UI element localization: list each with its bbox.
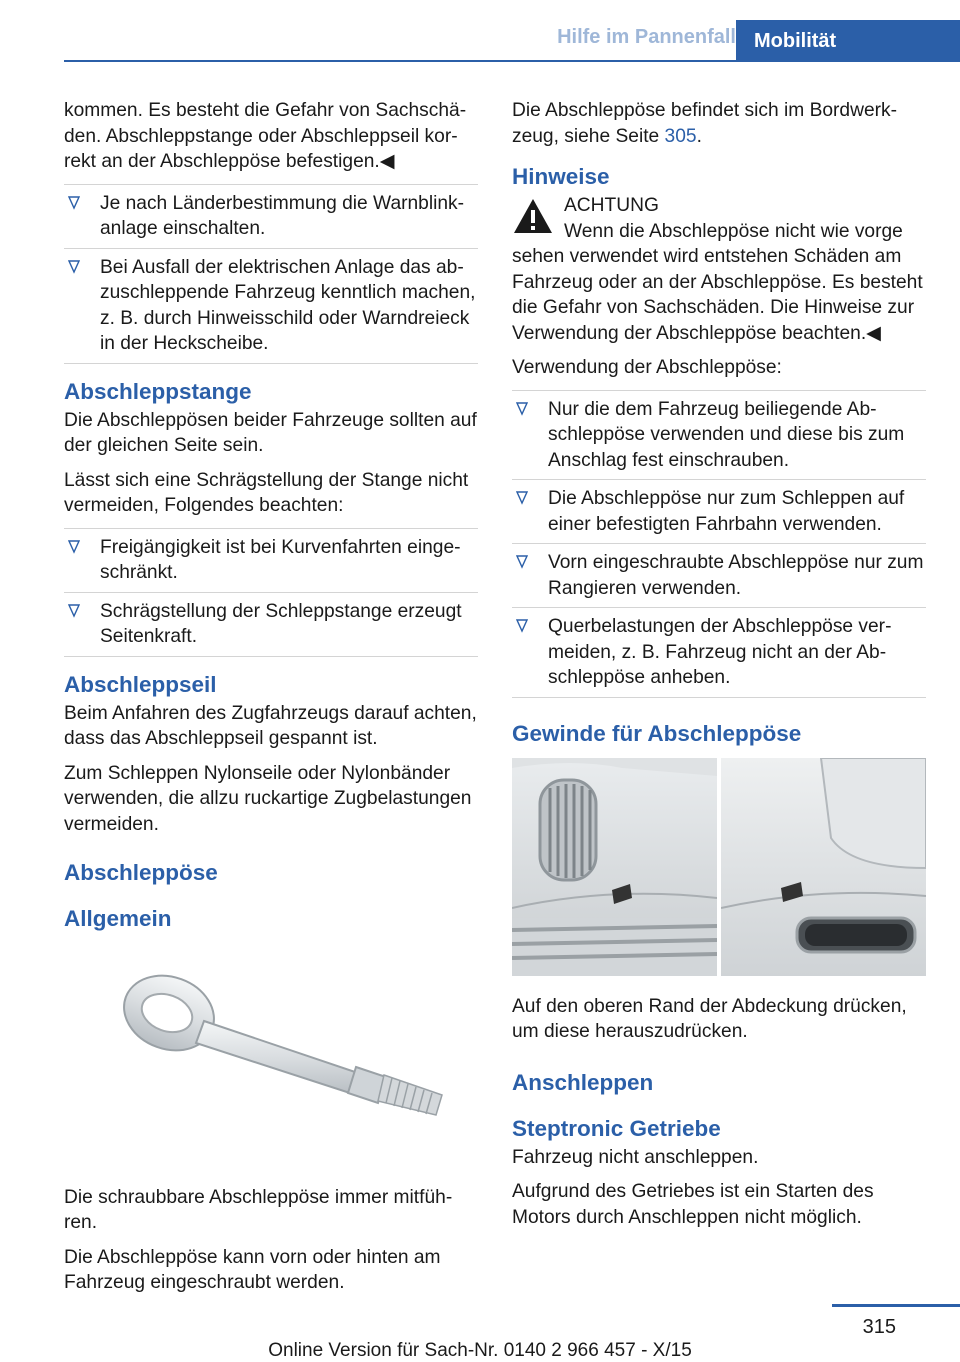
warning-triangle-icon bbox=[512, 197, 554, 235]
stange-list bbox=[64, 528, 478, 657]
paragraph: Die Abschleppöse kann vorn oder hinten am Fahrzeug eingeschraubt werden. bbox=[64, 1246, 441, 1293]
footer-rule bbox=[832, 1304, 960, 1307]
car-photos bbox=[512, 758, 926, 976]
triangle-bullet-icon bbox=[68, 259, 80, 275]
subheading-allgemein: Allgemein bbox=[64, 906, 172, 931]
paragraph: Aufgrund des Getriebes ist ein Starten des Motors durch Anschleppen nicht möglich. bbox=[512, 1181, 874, 1228]
heading-hinweise: Hinweise bbox=[512, 164, 610, 189]
list-item-text: Schrägstellung der Schleppstange erzeugt Seitenkraft. bbox=[100, 600, 462, 647]
usage-list bbox=[512, 390, 926, 698]
heading-anschleppen: Anschleppen bbox=[512, 1069, 654, 1095]
warning-text: sehen verwendet wird entstehen Schäden am Fahrzeug oder an der Abschleppöse. Es besteht die Gefahr von Sachschäden. Die Hinweise zur Verwendung der Abschleppöse beachten.◀ bbox=[512, 246, 923, 344]
triangle-bullet-icon bbox=[516, 554, 528, 570]
page-header bbox=[64, 0, 960, 62]
triangle-bullet-icon bbox=[516, 618, 528, 634]
paragraph: Zum Schleppen Nylonseile oder Nylonbänder verwenden, die allzu ruckartige Zugbelastungen vermeiden. bbox=[64, 762, 472, 835]
triangle-bullet-icon bbox=[68, 603, 80, 619]
rear-bumper-photo bbox=[721, 758, 926, 976]
intro-paragraph: kommen. Es besteht die Gefahr von Sachschäden. Abschleppstange oder Abschleppseil korrekt an der Abschleppöse befestigen.◀ bbox=[64, 100, 467, 172]
page-reference-link[interactable]: 305 bbox=[664, 125, 697, 147]
paragraph: Beim Anfahren des Zugfahrzeugs darauf achten, dass das Abschleppseil gespannt ist. bbox=[64, 702, 477, 749]
list-item bbox=[64, 592, 478, 657]
list-item bbox=[512, 390, 926, 480]
list-item bbox=[64, 528, 478, 592]
header-rule bbox=[64, 60, 960, 62]
paragraph: Die Abschleppösen beider Fahrzeuge sollten auf der gleichen Seite sein. bbox=[64, 409, 477, 456]
chapter-tab[interactable]: Mobilität bbox=[736, 20, 960, 62]
list-item-text: Freigängigkeit ist bei Kurvenfahrten eingeschränkt. bbox=[100, 536, 461, 583]
heading-abschleppstange: Abschleppstange bbox=[64, 378, 252, 404]
right-column bbox=[512, 98, 926, 1239]
paragraph: Fahrzeug nicht anschleppen. bbox=[512, 1146, 759, 1168]
heading-abschleppoese: Abschleppöse bbox=[64, 860, 218, 885]
list-item-text: Die Abschleppöse nur zum Schleppen auf einer befestigten Fahrbahn verwenden. bbox=[548, 488, 905, 535]
text: . bbox=[696, 125, 702, 147]
paragraph: Auf den oberen Rand der Abdeckung drücken, um diese herauszudrücken. bbox=[512, 995, 907, 1042]
tow-hook-illustration bbox=[64, 943, 478, 1163]
warning-text-first: Wenn die Abschleppöse nicht wie vorge bbox=[564, 220, 903, 242]
list-item-text: Nur die dem Fahrzeug beiliegende Abschleppöse verwenden und diese bis zum Anschlag fest einschrauben. bbox=[548, 398, 905, 471]
footer-version-text: Online Version für Sach-Nr. 0140 2 966 457 - X/15 bbox=[268, 1340, 692, 1361]
warning-title: ACHTUNG bbox=[564, 195, 659, 216]
warning-block bbox=[512, 193, 926, 346]
list-item bbox=[512, 479, 926, 543]
triangle-bullet-icon bbox=[516, 401, 528, 417]
triangle-bullet-icon bbox=[68, 195, 80, 211]
page-number: 315 bbox=[862, 1316, 896, 1338]
list-item bbox=[512, 607, 926, 698]
triangle-bullet-icon bbox=[68, 539, 80, 555]
list-item-text: Vorn eingeschraubte Abschleppöse nur zum Rangieren verwenden. bbox=[548, 552, 924, 599]
list-item-text: Bei Ausfall der elektrischen Anlage das abzuschleppende Fahrzeug kenntlich machen, z. B. durch Hinweisschild oder Warndreieck in der Heckscheibe. bbox=[100, 256, 476, 354]
warning-list bbox=[64, 184, 478, 364]
list-item bbox=[64, 248, 478, 364]
section-tab[interactable]: Hilfe im Pannenfall bbox=[557, 26, 736, 48]
heading-abschleppseil: Abschleppseil bbox=[64, 671, 217, 697]
paragraph: Die schraubbare Abschleppöse immer mitführen. bbox=[64, 1186, 453, 1233]
paragraph bbox=[512, 98, 926, 149]
list-item-text: Querbelastungen der Abschleppöse vermeiden, z. B. Fahrzeug nicht an der Abschleppöse anheben. bbox=[548, 616, 892, 688]
paragraph: Lässt sich eine Schrägstellung der Stange nicht vermeiden, Folgendes beachten: bbox=[64, 469, 469, 516]
paragraph: Verwendung der Abschleppöse: bbox=[512, 357, 782, 378]
heading-gewinde: Gewinde für Abschleppöse bbox=[512, 720, 802, 746]
subheading-steptronic: Steptronic Getriebe bbox=[512, 1115, 721, 1141]
list-item bbox=[512, 543, 926, 607]
text: Die Abschleppöse befindet sich im Bordwerkzeug, siehe Seite bbox=[512, 100, 898, 147]
front-bumper-photo bbox=[512, 758, 717, 976]
list-item bbox=[64, 184, 478, 248]
list-item-text: Je nach Länderbestimmung die Warnblinkanlage einschalten. bbox=[100, 192, 465, 239]
left-column bbox=[64, 98, 478, 1305]
triangle-bullet-icon bbox=[516, 490, 528, 506]
